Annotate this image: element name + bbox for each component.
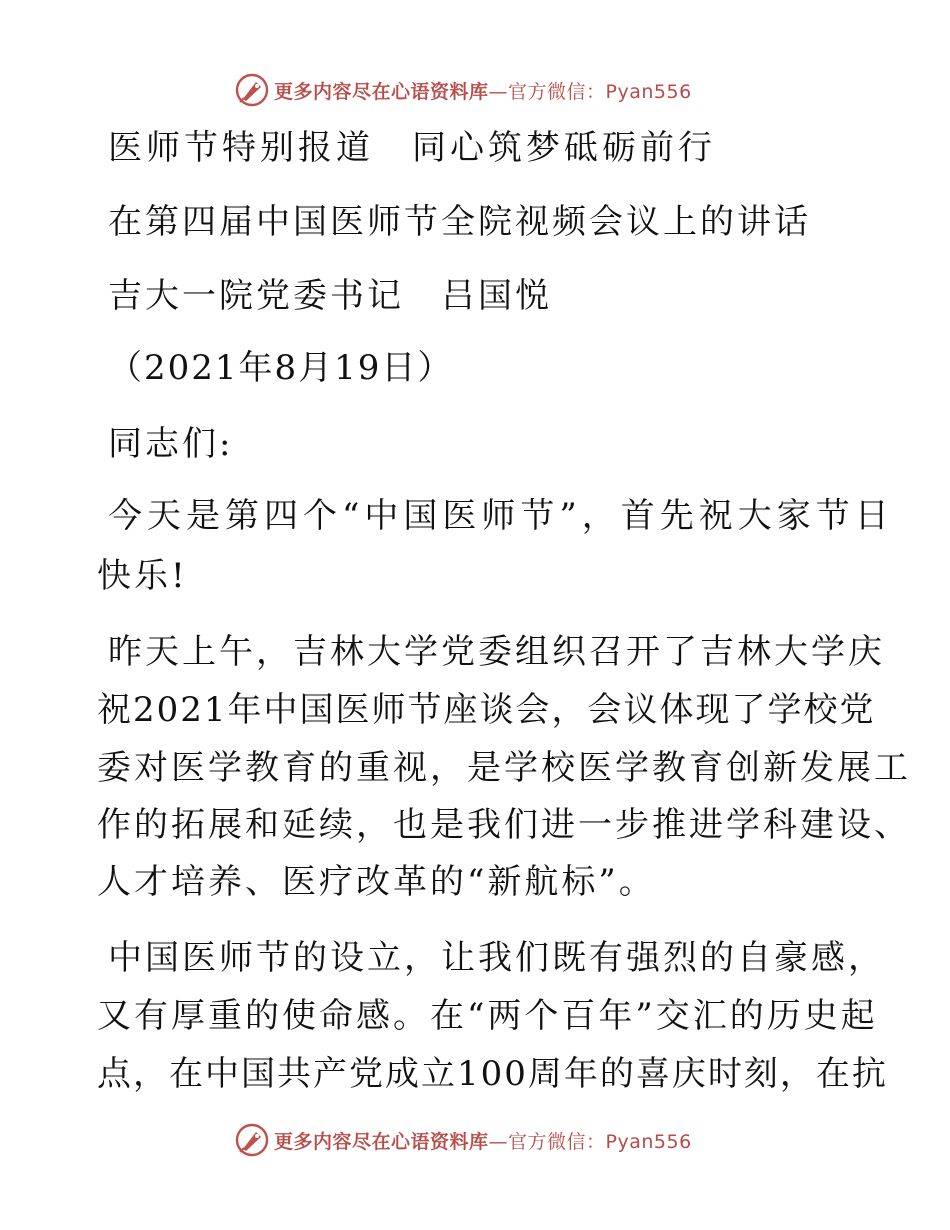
document-title: 医师节特别报道 同心筑梦砥砺前行 (108, 128, 716, 168)
watermark-text: 更多内容尽在心语资料库 (274, 1130, 489, 1153)
document-author: 吉大一院党委书记 吕国悦 (108, 276, 552, 316)
watermark-suffix: —官方微信：Pyan556 (488, 1130, 692, 1153)
document-date: （2021年8月19日） (108, 348, 454, 388)
paragraph-3-line-1: 中国医师节的设立，让我们既有强烈的自豪感， (108, 938, 885, 978)
paragraph-2-line-4: 作的拓展和延续，也是我们进一步推进学科建设、 (97, 805, 911, 845)
paragraph-2-line-2: 祝2021年中国医师节座谈会，会议体现了学校党 (97, 690, 876, 730)
watermark-banner-top (234, 72, 692, 108)
paragraph-2-line-3: 委对医学教育的重视，是学校医学教育创新发展工 (97, 748, 911, 788)
watermark-text: 更多内容尽在心语资料库 (274, 80, 489, 103)
pen-nib-icon (234, 1122, 270, 1158)
paragraph-3-line-3: 点，在中国共产党成立100周年的喜庆时刻，在抗 (97, 1054, 888, 1094)
paragraph-1-line-1: 今天是第四个“中国医师节”，首先祝大家节日 (108, 496, 894, 536)
paragraph-2-line-1: 昨天上午，吉林大学党委组织召开了吉林大学庆 (108, 632, 885, 672)
document-subtitle: 在第四届中国医师节全院视频会议上的讲话 (108, 202, 811, 242)
watermark-banner-bottom (234, 1122, 692, 1158)
paragraph-2-line-5: 人才培养、医疗改革的“新航标”。 (97, 862, 656, 902)
document-salutation: 同志们: (108, 424, 234, 464)
pen-nib-icon (234, 72, 270, 108)
watermark-suffix: —官方微信：Pyan556 (488, 80, 692, 103)
paragraph-1-line-2: 快乐! (97, 556, 188, 596)
paragraph-3-line-2: 又有厚重的使命感。在“两个百年”交汇的历史起 (97, 996, 878, 1036)
